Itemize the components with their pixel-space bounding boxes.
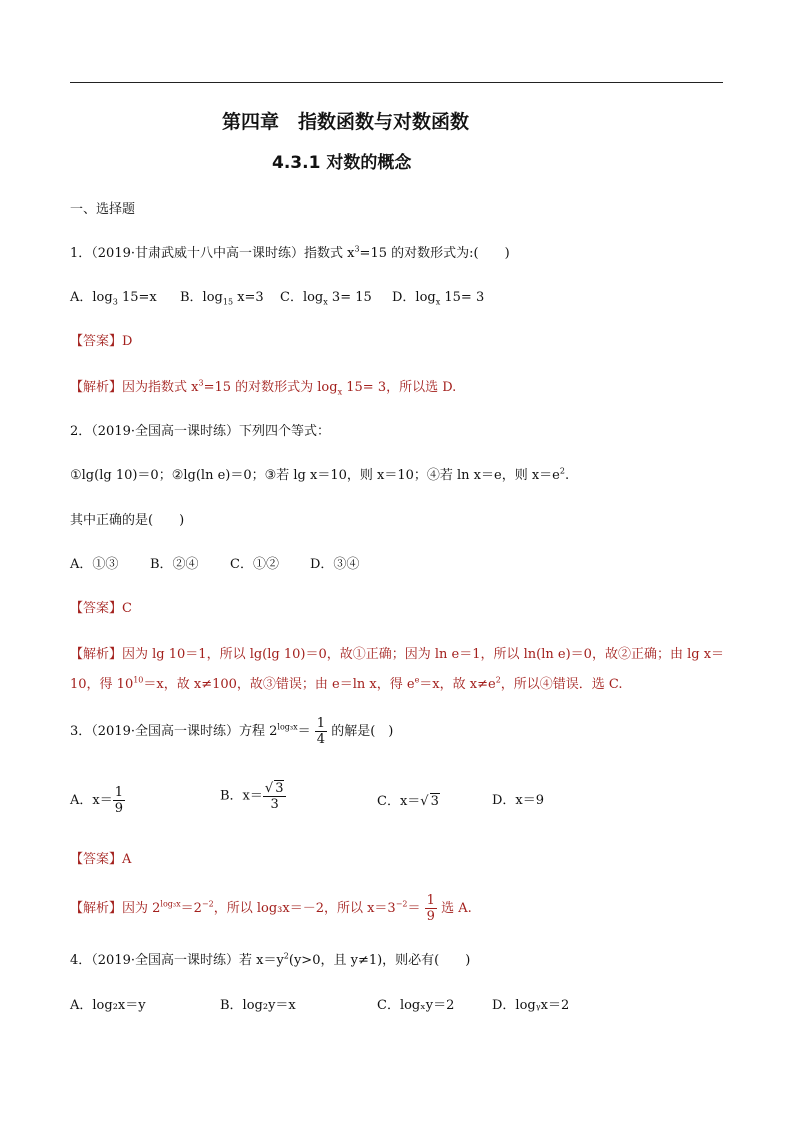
header-rule — [70, 82, 723, 83]
q2-analysis-line2: 10，得 $10^{10}=x$，故 x≠100，故③错误；由 e＝ln x，得 $e^e=x$，故 $x\ne e^2$，所以④错误．选 C. — [70, 675, 623, 692]
q2-analysis-line1: 【解析】因为 lg 10＝1，所以 lg(lg 10)＝0，故①正确；因为 ln e＝1，所以 ln(ln e)＝0，故②正确；由 lg x＝ — [70, 647, 725, 662]
q1-stem: 1．（2019·甘肃武威十八中高一课时练）指数式 $x^3=15$ 的对数形式为:( ) — [70, 244, 510, 261]
q2-option-b: B．②④ — [150, 557, 199, 572]
q2-option-a: A．①③ — [70, 557, 119, 572]
q3-option-d: D．x＝9 — [492, 793, 545, 808]
section-title: 4.3.1 对数的概念 — [272, 153, 412, 173]
q3-stem: 3．（2019·全国高一课时练）方程 $2^{log_3x}=$ $\frac{1}{4}$ 的解是( ) — [70, 716, 394, 747]
q1-analysis: 【解析】因为指数式 $x^3=15$ 的对数形式为 $\log_x 15= 3$，所以选 D. — [70, 378, 457, 397]
q2-statements: ①lg(lg 10)＝0；②lg(ln e)＝0；③若 lg x＝10，则 x＝10；④若 ln x＝e，则 $x=e^2$. — [70, 466, 570, 483]
q3-option-a-fraction: $\frac{1}{9}$ — [114, 785, 124, 816]
q3-option-c: C．x＝√ 3 — [377, 794, 439, 809]
q1-answer: 【答案】D — [70, 334, 133, 349]
q3-answer: 【答案】A — [70, 852, 132, 867]
chapter-title: 第四章 指数函数与对数函数 — [222, 111, 470, 133]
q2-stem: 2．（2019·全国高一课时练）下列四个等式： — [70, 424, 330, 439]
q3-analysis-fraction: $\frac{1}{9}$ — [426, 893, 435, 924]
q2-option-c: C．①② — [230, 557, 279, 572]
q3-option-a: A．x＝ $\frac{1}{9}$ — [70, 785, 124, 816]
q3-option-b: B．x＝ $\frac{√ 3}{3}$ — [220, 780, 286, 812]
q1-option-b: B．$\log_{15} x=3$ — [180, 290, 264, 307]
q1-option-a: A．$\log_3 15=x$ — [70, 290, 157, 307]
q4-option-a: A．log₂x＝y — [70, 998, 146, 1013]
section-label: 一、选择题 — [70, 202, 136, 217]
q4-option-d: D．logᵧx＝2 — [492, 998, 570, 1013]
q2-prompt: 其中正确的是( ) — [70, 513, 185, 528]
q3-stem-fraction: $\frac{1}{4}$ — [316, 716, 326, 747]
q1-option-d: D．$\log_x 15= 3$ — [392, 290, 485, 307]
q2-option-d: D．③④ — [310, 557, 360, 572]
q3-analysis: 【解析】因为 $2^{log_3x}=2^{-2}$，所以 log₃x＝－2，所以 $x=3^{-2}=$ $\frac{1}{9}$ 选 A. — [70, 893, 472, 924]
q2-answer: 【答案】C — [70, 601, 132, 616]
q4-option-b: B．log₂y＝x — [220, 998, 296, 1013]
q4-option-c: C．logₓy＝2 — [377, 998, 455, 1013]
q4-stem: 4．（2019·全国高一课时练）若 $x=y^2(y>0$，且 y≠1)，则必有( ) — [70, 951, 471, 968]
q3-option-b-fraction: $\frac{√ 3}{3}$ — [263, 780, 287, 812]
q1-option-c: C．$\log_x 3= 15$ — [280, 290, 372, 307]
